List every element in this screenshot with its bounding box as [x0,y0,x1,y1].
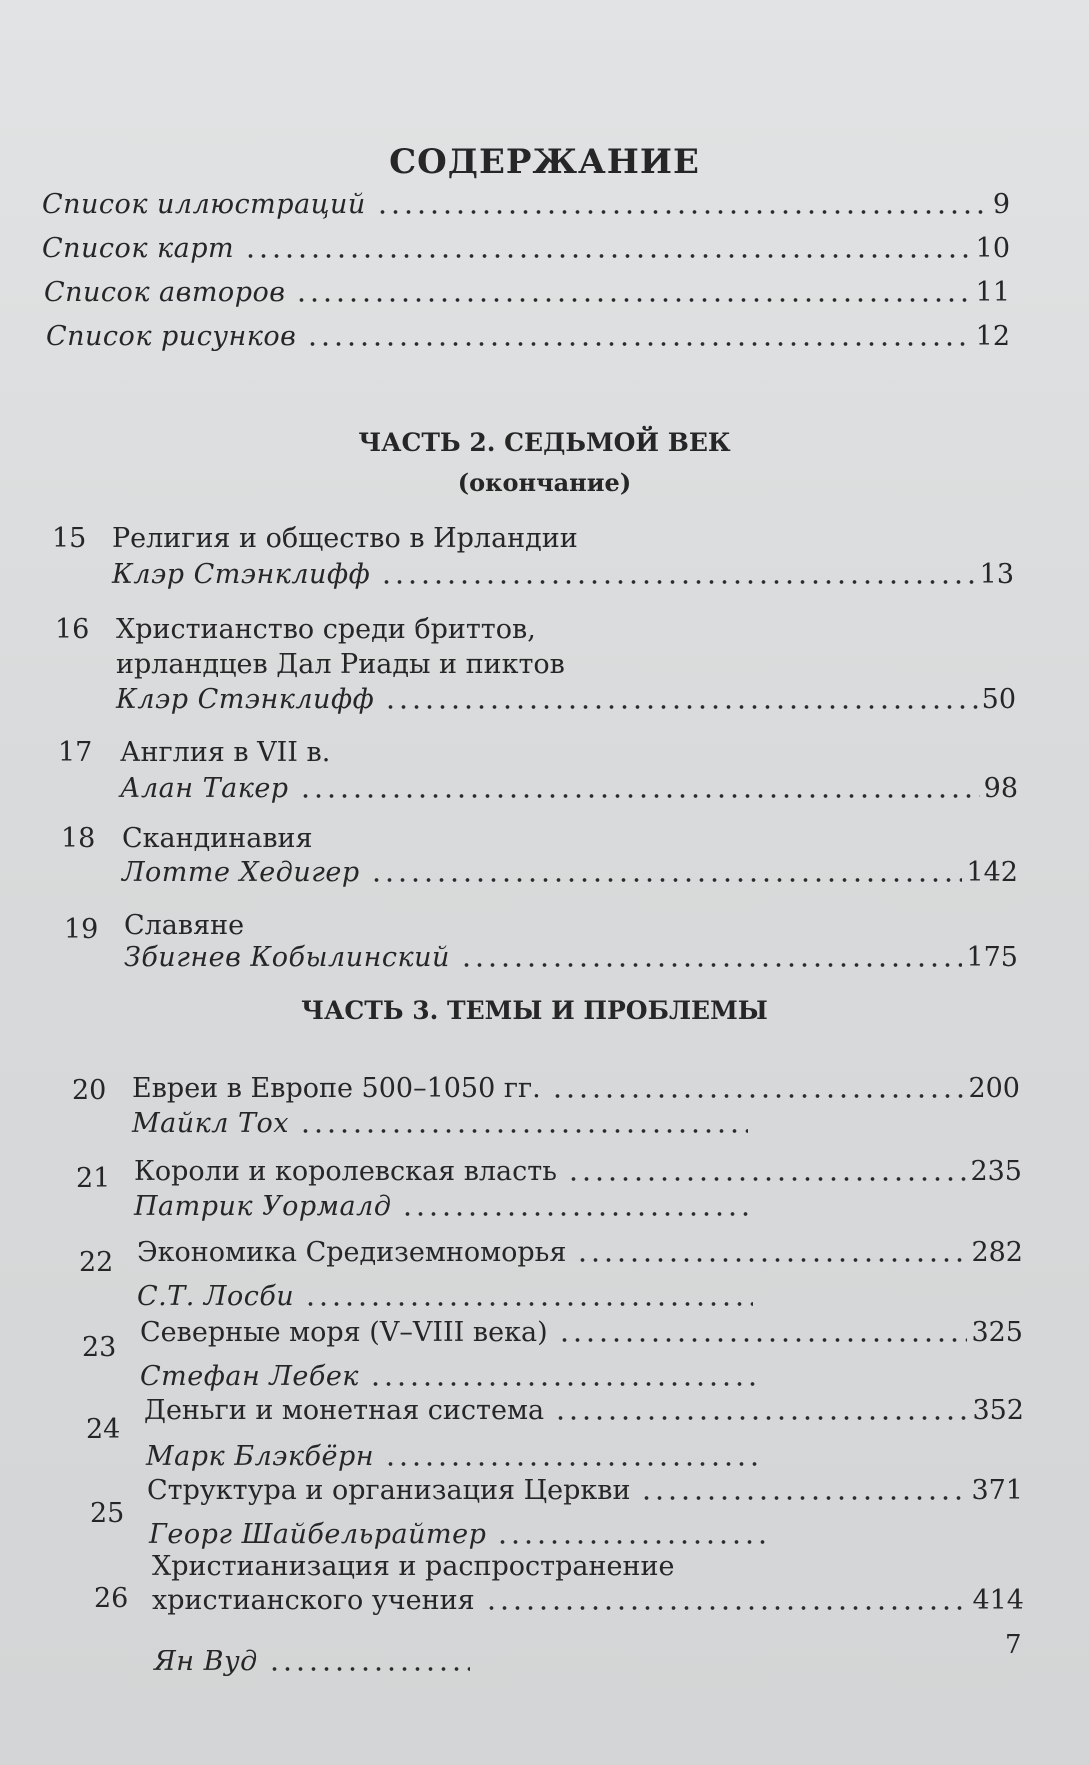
leader-dots [554,1416,968,1420]
leader-dots [551,1094,965,1098]
chapter-title-row [132,1072,1020,1106]
leader-dots [244,254,972,258]
chapter-author-row [154,1645,474,1679]
chapter-author: Стефан Лебек [140,1361,359,1392]
leader-dots [295,298,971,302]
chapter-number: 19 [64,914,99,945]
chapter-author: Ян Вуд [154,1646,258,1677]
chapter-author: Клэр Стэнклифф [116,684,375,715]
chapter-page: 98 [983,773,1018,804]
leader-dots [299,794,980,798]
chapter-number: 18 [61,823,96,854]
chapter-page: 142 [966,857,1018,888]
chapter-number: 22 [79,1247,114,1278]
leader-dots [369,1382,756,1386]
chapter-title-row [140,1316,1023,1350]
chapter-author: С.Т. Лосби [137,1281,295,1312]
toc-entry [42,188,1010,222]
toc-entry [42,232,1010,266]
leader-dots [576,1258,967,1262]
chapter-page: 13 [979,559,1014,590]
chapter-title: Религия и общество в Ирландии [112,523,578,554]
chapter-author-row [134,1190,754,1224]
chapter-page: 352 [972,1395,1024,1426]
chapter-title: Скандинавия [122,823,313,854]
leader-dots [306,342,971,346]
chapter-title: Деньги и монетная система [144,1395,545,1426]
chapter-title-row [137,1236,1023,1270]
toc-entry-label: Список карт [42,233,235,264]
chapter-author-row [124,941,1018,975]
toc-entry-page: 11 [975,277,1010,308]
toc-entry-page: 10 [975,233,1010,264]
leader-dots [304,1302,753,1306]
toc-entry-page: 12 [975,321,1010,352]
chapter-author: Майкл Тох [132,1108,290,1139]
chapter-number: 21 [76,1163,111,1194]
chapter-author: Клэр Стэнклифф [112,559,371,590]
chapter-author-row [149,1518,769,1552]
chapter-title-row [152,1584,1024,1618]
chapter-title: Короли и королевская власть [134,1156,557,1187]
chapter-title: Евреи в Европе 500–1050 гг. [132,1073,541,1104]
page-number: 7 [1005,1630,1022,1660]
chapter-author-row [116,683,1016,717]
leader-dots [380,580,975,584]
chapter-number: 25 [90,1498,125,1529]
chapter-author-row [140,1360,760,1394]
toc-entry [44,276,1010,310]
chapter-author: Алан Такер [120,773,289,804]
chapter-title: ирландцев Дал Риады и пиктов [116,649,565,680]
leader-dots [384,1462,762,1466]
leader-dots [268,1667,470,1671]
chapter-number: 20 [72,1075,107,1106]
chapter-page: 325 [971,1317,1023,1348]
toc-entry [46,320,1010,354]
chapter-author: Лотте Хедигер [122,857,360,888]
chapter-author: Збигнев Кобылинский [124,942,450,973]
chapter-title: Экономика Средиземноморья [137,1237,567,1268]
chapter-title: Славяне [124,910,245,941]
toc-entry-label: Список авторов [44,277,286,308]
chapter-title-row [147,1474,1023,1508]
leader-dots [299,1129,748,1133]
chapter-number: 26 [94,1583,129,1614]
chapter-title-row [134,1155,1022,1189]
chapter-author: Марк Блэкбёрн [146,1441,375,1472]
chapter-page: 235 [970,1156,1022,1187]
page-title: СОДЕРЖАНИЕ [389,142,700,182]
chapter-page: 371 [971,1475,1023,1506]
leader-dots [460,963,963,967]
leader-dots [567,1177,967,1181]
chapter-title: Англия в VII в. [120,737,331,768]
chapter-page: 50 [981,684,1016,715]
toc-entry-page: 9 [992,189,1010,220]
part-heading: ЧАСТЬ 2. СЕДЬМОЙ ВЕК [358,428,731,457]
chapter-title: христианского учения [152,1585,475,1616]
leader-dots [496,1540,765,1544]
chapter-page: 414 [972,1585,1024,1616]
chapter-page: 282 [971,1237,1023,1268]
leader-dots [640,1496,967,1500]
part-heading: ЧАСТЬ 3. ТЕМЫ И ПРОБЛЕМЫ [301,996,768,1025]
leader-dots [401,1212,750,1216]
chapter-number: 17 [58,737,93,768]
chapter-number: 23 [82,1332,117,1363]
chapter-title: Структура и организация Церкви [147,1475,631,1506]
toc-entry-label: Список рисунков [46,321,297,352]
leader-dots [376,210,989,214]
chapter-author-row [120,772,1018,806]
chapter-number: 24 [86,1414,121,1445]
chapter-author-row [132,1107,752,1141]
chapter-title: Христианство среди бриттов, [116,614,536,645]
chapter-page: 200 [968,1073,1020,1104]
chapter-author: Георг Шайбельрайтер [149,1519,487,1550]
chapter-number: 15 [52,523,87,554]
chapter-author-row [146,1440,766,1474]
chapter-number: 16 [55,614,90,645]
part-subheading: (окончание) [457,468,632,497]
chapter-title: Христианизация и распространение [152,1551,675,1582]
leader-dots [485,1606,969,1610]
chapter-title-row [144,1394,1024,1428]
leader-dots [370,878,963,882]
chapter-author-row [137,1280,757,1314]
chapter-page: 175 [966,942,1018,973]
leader-dots [558,1338,968,1342]
leader-dots [384,705,977,709]
chapter-author-row [112,558,1014,592]
chapter-author: Патрик Уормалд [134,1191,392,1222]
chapter-author-row [122,856,1018,890]
chapter-title: Северные моря (V–VIII века) [140,1317,548,1348]
toc-entry-label: Список иллюстраций [42,189,366,220]
